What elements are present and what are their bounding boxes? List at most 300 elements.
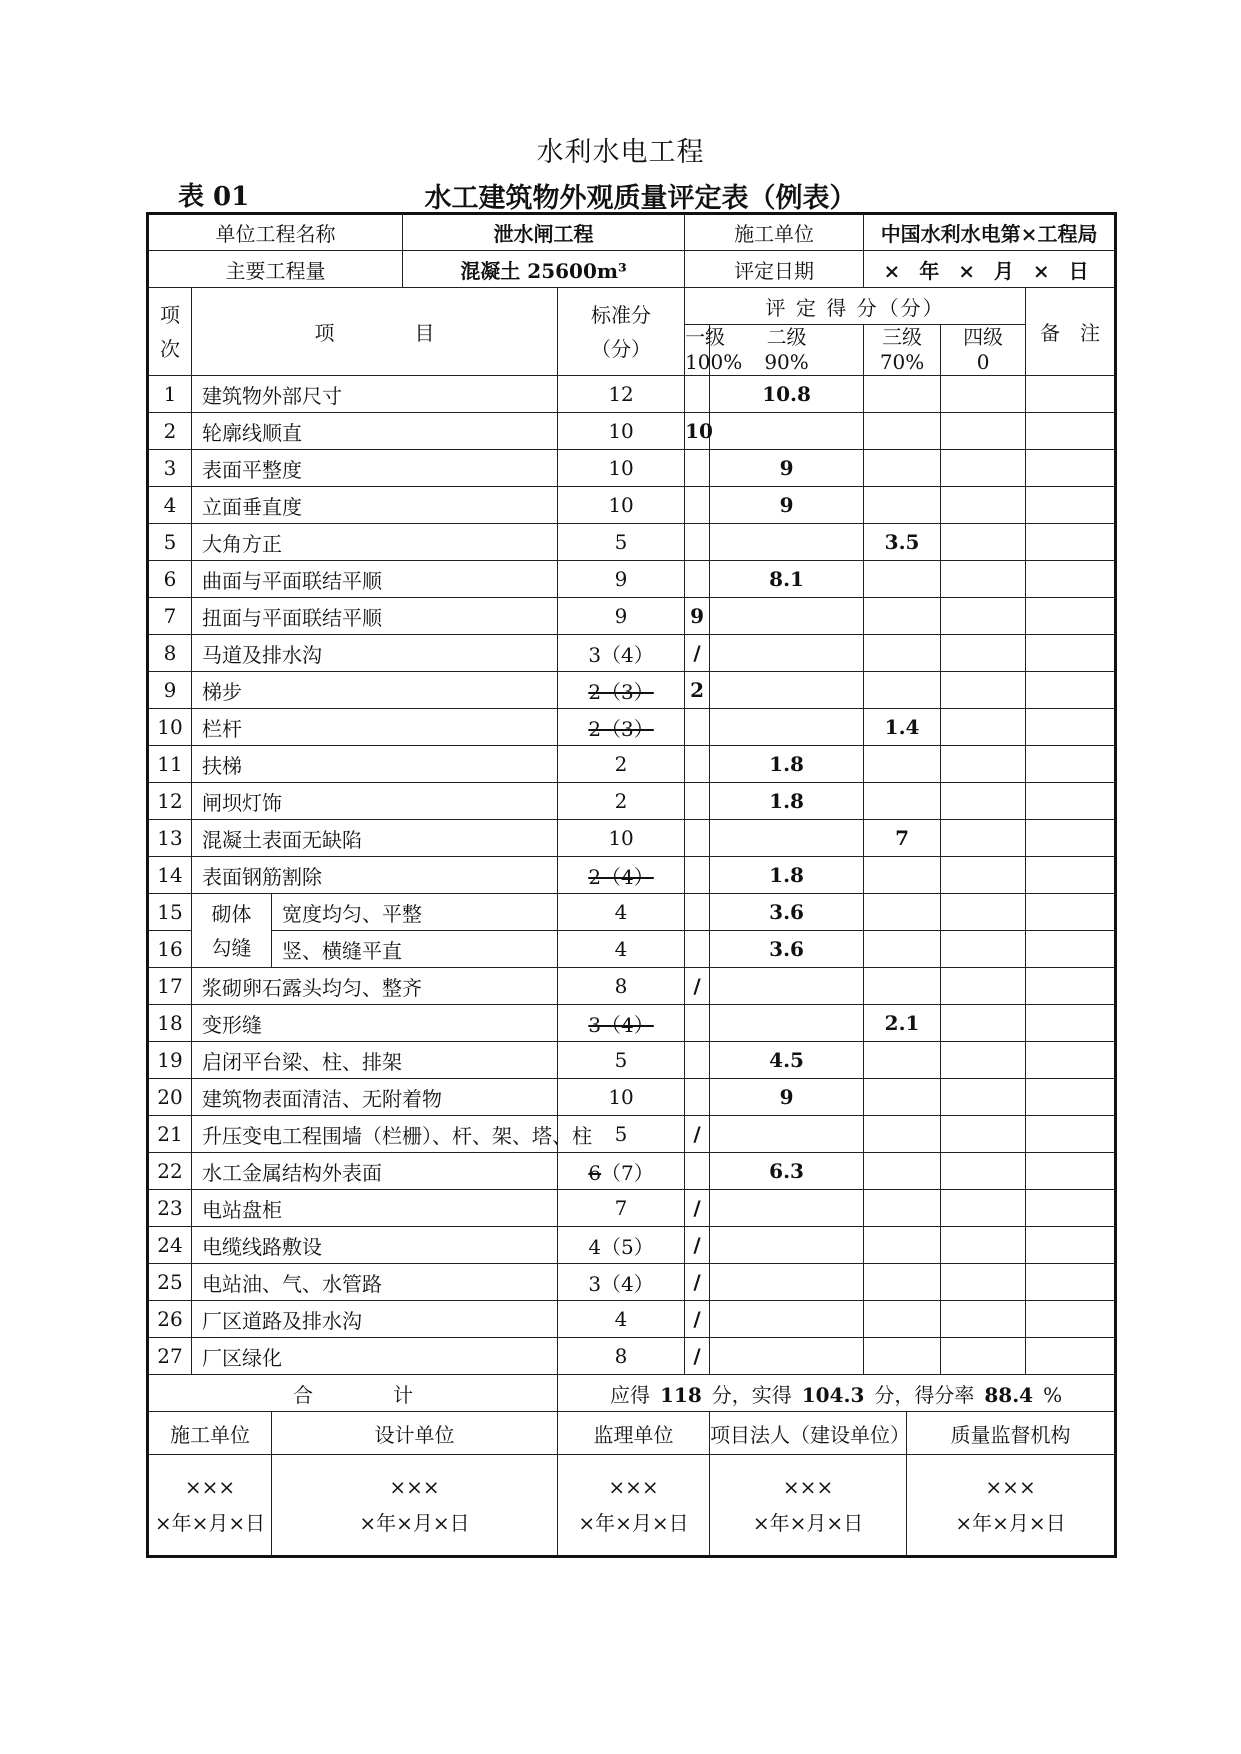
grade3-score bbox=[864, 672, 941, 709]
standard-score-value: 2 bbox=[588, 864, 602, 889]
col-no-header bbox=[148, 288, 192, 376]
row-number: 16 bbox=[148, 931, 192, 968]
table-row bbox=[148, 450, 1116, 487]
grade3-score bbox=[864, 1116, 941, 1153]
table-row bbox=[148, 598, 1116, 635]
row-number: 13 bbox=[148, 820, 192, 857]
grade1-score: / bbox=[685, 1338, 710, 1375]
row-number: 18 bbox=[148, 1005, 192, 1042]
grade-name: 四级 bbox=[963, 325, 1004, 349]
grade3-score bbox=[864, 376, 941, 413]
standard-score bbox=[558, 376, 685, 413]
standard-score-value: 2 bbox=[614, 752, 628, 776]
grade1-score: / bbox=[685, 1116, 710, 1153]
remark-cell bbox=[1026, 1116, 1116, 1153]
grade2-score: 6.3 bbox=[710, 1153, 864, 1190]
table-row bbox=[148, 1005, 1116, 1042]
grade-name: 三级 bbox=[882, 325, 923, 349]
standard-score-struck: （4） bbox=[601, 864, 654, 889]
row-item: 混凝土表面无缺陷 bbox=[192, 820, 558, 857]
col-no-line2: 次 bbox=[160, 336, 180, 361]
masonry-group-label bbox=[192, 894, 272, 968]
signatory-name: ××× bbox=[782, 1475, 834, 1499]
grade4-score bbox=[941, 376, 1026, 413]
signature-date: ×年×月×日 bbox=[578, 1511, 689, 1535]
standard-score bbox=[558, 598, 685, 635]
score-actual: 104.3 bbox=[801, 1382, 865, 1407]
grade4-score bbox=[941, 1042, 1026, 1079]
grade2-score: 9 bbox=[710, 1079, 864, 1116]
grade-name: 一级 bbox=[685, 325, 726, 349]
standard-score bbox=[558, 968, 685, 1005]
grade1-score bbox=[685, 931, 710, 968]
standard-score-value: 2 bbox=[588, 679, 602, 704]
masonry-group-line2: 勾缝 bbox=[211, 935, 252, 960]
grade1-score bbox=[685, 487, 710, 524]
row-item: 建筑物外部尺寸 bbox=[192, 376, 558, 413]
grade4-score bbox=[941, 1190, 1026, 1227]
grade1-score bbox=[685, 561, 710, 598]
grade3-score bbox=[864, 968, 941, 1005]
grade4-score bbox=[941, 672, 1026, 709]
standard-score bbox=[558, 1190, 685, 1227]
signature-unit: 设计单位 bbox=[272, 1412, 558, 1455]
grade1-score bbox=[685, 783, 710, 820]
standard-score-struck: （4） bbox=[601, 1012, 654, 1037]
grade1-score: / bbox=[685, 635, 710, 672]
standard-score bbox=[558, 1153, 685, 1190]
grade3-score: 1.4 bbox=[864, 709, 941, 746]
remark-cell bbox=[1026, 376, 1116, 413]
grade-percent: 70% bbox=[879, 350, 925, 374]
grade4-score bbox=[941, 1153, 1026, 1190]
row-number: 11 bbox=[148, 746, 192, 783]
row-number: 2 bbox=[148, 413, 192, 450]
row-number: 4 bbox=[148, 487, 192, 524]
remark-cell bbox=[1026, 931, 1116, 968]
signature-cell bbox=[148, 1455, 272, 1557]
standard-score bbox=[558, 635, 685, 672]
row-item: 电缆线路敷设 bbox=[192, 1227, 558, 1264]
standard-score bbox=[558, 1005, 685, 1042]
signature-header-row bbox=[148, 1412, 1116, 1455]
grade4-score bbox=[941, 1227, 1026, 1264]
standard-score-value: 4 bbox=[614, 1307, 628, 1331]
grade2-score: 4.5 bbox=[710, 1042, 864, 1079]
form-title: 水工建筑物外观质量评定表（例表） bbox=[424, 183, 857, 214]
table-row bbox=[148, 894, 1116, 931]
signature-date: ×年×月×日 bbox=[955, 1511, 1066, 1535]
date-label: 评定日期 bbox=[685, 251, 864, 288]
row-item: 扶梯 bbox=[192, 746, 558, 783]
col-standard-line1: 标准分 bbox=[591, 302, 652, 327]
grade1-score bbox=[685, 709, 710, 746]
remark-cell bbox=[1026, 1190, 1116, 1227]
row-item: 栏杆 bbox=[192, 709, 558, 746]
grade3-score bbox=[864, 1301, 941, 1338]
grade4-score bbox=[941, 635, 1026, 672]
summary-value bbox=[558, 1375, 1116, 1412]
grade2-score bbox=[710, 1190, 864, 1227]
remark-cell bbox=[1026, 561, 1116, 598]
remark-cell bbox=[1026, 1005, 1116, 1042]
grade2-score bbox=[710, 672, 864, 709]
grade3-score bbox=[864, 746, 941, 783]
grade2-score bbox=[710, 1227, 864, 1264]
remark-cell bbox=[1026, 598, 1116, 635]
row-number: 24 bbox=[148, 1227, 192, 1264]
grade2-score: 8.1 bbox=[710, 561, 864, 598]
grade3-score bbox=[864, 1264, 941, 1301]
grade4-score bbox=[941, 1301, 1026, 1338]
construction-unit-label: 施工单位 bbox=[685, 214, 864, 251]
row-number: 19 bbox=[148, 1042, 192, 1079]
signature-date: ×年×月×日 bbox=[154, 1511, 266, 1535]
grade1-score bbox=[685, 746, 710, 783]
standard-score bbox=[558, 709, 685, 746]
remark-cell bbox=[1026, 524, 1116, 561]
grade1-score bbox=[685, 1079, 710, 1116]
row-item: 轮廓线顺直 bbox=[192, 413, 558, 450]
table-row bbox=[148, 746, 1116, 783]
row-item: 大角方正 bbox=[192, 524, 558, 561]
grade1-score: / bbox=[685, 1264, 710, 1301]
grade4-score bbox=[941, 857, 1026, 894]
remark-cell bbox=[1026, 1227, 1116, 1264]
grade4-score bbox=[941, 894, 1026, 931]
unit-project-value: 泄水闸工程 bbox=[403, 214, 685, 251]
grade4-score bbox=[941, 1264, 1026, 1301]
standard-score bbox=[558, 1042, 685, 1079]
grade3-score: 2.1 bbox=[864, 1005, 941, 1042]
grade4-score bbox=[941, 450, 1026, 487]
grade3-score bbox=[864, 1227, 941, 1264]
standard-score-value: 3（4） bbox=[588, 642, 654, 667]
standard-score-struck: 6 bbox=[588, 1160, 602, 1185]
grade2-score bbox=[710, 1116, 864, 1153]
signatory-name: ××× bbox=[608, 1475, 659, 1499]
table-row bbox=[148, 561, 1116, 598]
document-heading: 水利水电工程 bbox=[536, 137, 705, 168]
standard-score bbox=[558, 413, 685, 450]
row-item: 电站油、气、水管路 bbox=[192, 1264, 558, 1301]
signatory-name: ××× bbox=[184, 1475, 236, 1499]
table-row bbox=[148, 1042, 1116, 1079]
score-group-header: 评 定 得 分（分） bbox=[685, 288, 1026, 325]
grade3-score bbox=[864, 1079, 941, 1116]
row-number: 25 bbox=[148, 1264, 192, 1301]
remark-cell bbox=[1026, 746, 1116, 783]
signature-unit: 施工单位 bbox=[148, 1412, 272, 1455]
row-item: 水工金属结构外表面 bbox=[192, 1153, 558, 1190]
standard-score-value: 10 bbox=[608, 456, 634, 480]
unit-project-label: 单位工程名称 bbox=[148, 214, 403, 251]
grade3-score bbox=[864, 450, 941, 487]
grade2-score bbox=[710, 524, 864, 561]
row-number: 8 bbox=[148, 635, 192, 672]
grade-percent: 100% bbox=[685, 350, 743, 374]
quantity-label: 主要工程量 bbox=[148, 251, 403, 288]
row-number: 5 bbox=[148, 524, 192, 561]
row-number: 22 bbox=[148, 1153, 192, 1190]
grade3-score bbox=[864, 635, 941, 672]
standard-score-value: 10 bbox=[608, 826, 634, 850]
standard-score: 4 bbox=[558, 931, 685, 968]
standard-score bbox=[558, 1301, 685, 1338]
remark-cell bbox=[1026, 1264, 1116, 1301]
row-item: 梯步 bbox=[192, 672, 558, 709]
grade1-score bbox=[685, 1005, 710, 1042]
grade1-score: / bbox=[685, 1190, 710, 1227]
row-item: 扭面与平面联结平顺 bbox=[192, 598, 558, 635]
grade1-score: 9 bbox=[685, 598, 710, 635]
grade1-score bbox=[685, 1153, 710, 1190]
grade1-score bbox=[685, 894, 710, 931]
signature-unit: 监理单位 bbox=[558, 1412, 710, 1455]
signature-date: ×年×月×日 bbox=[359, 1511, 470, 1535]
signature-body-row bbox=[148, 1455, 1116, 1557]
standard-score bbox=[558, 1264, 685, 1301]
grade4-score bbox=[941, 968, 1026, 1005]
remark-cell bbox=[1026, 1301, 1116, 1338]
row-number: 9 bbox=[148, 672, 192, 709]
remark-cell bbox=[1026, 1079, 1116, 1116]
grade2-score bbox=[710, 1301, 864, 1338]
summary-text: 分，实得 bbox=[711, 1382, 792, 1407]
summary-text: 分，得分率 bbox=[874, 1382, 975, 1407]
standard-score-value: 4（5） bbox=[588, 1234, 654, 1259]
quantity-value: 混凝土 25600m³ bbox=[403, 251, 685, 288]
info-row-2 bbox=[148, 251, 1116, 288]
standard-score bbox=[558, 857, 685, 894]
grade-header bbox=[864, 325, 941, 376]
grade4-score bbox=[941, 709, 1026, 746]
remark-cell bbox=[1026, 894, 1116, 931]
row-number: 26 bbox=[148, 1301, 192, 1338]
table-row bbox=[148, 857, 1116, 894]
table-row bbox=[148, 968, 1116, 1005]
standard-score bbox=[558, 487, 685, 524]
row-item: 厂区道路及排水沟 bbox=[192, 1301, 558, 1338]
grade2-score: 9 bbox=[710, 450, 864, 487]
row-number: 23 bbox=[148, 1190, 192, 1227]
row-item: 曲面与平面联结平顺 bbox=[192, 561, 558, 598]
table-row bbox=[148, 1264, 1116, 1301]
signatory-name: ××× bbox=[985, 1475, 1036, 1499]
grade2-score: 3.6 bbox=[710, 931, 864, 968]
standard-score-value: 5 bbox=[614, 530, 628, 554]
col-no-line1: 项 bbox=[160, 302, 180, 327]
table-row bbox=[148, 931, 1116, 968]
row-item: 启闭平台梁、柱、排架 bbox=[192, 1042, 558, 1079]
grade1-score bbox=[685, 524, 710, 561]
grade3-score bbox=[864, 1190, 941, 1227]
row-number: 14 bbox=[148, 857, 192, 894]
row-item: 厂区绿化 bbox=[192, 1338, 558, 1375]
grade2-score bbox=[710, 968, 864, 1005]
row-item: 马道及排水沟 bbox=[192, 635, 558, 672]
grade-name: 二级 bbox=[766, 325, 807, 349]
standard-score bbox=[558, 746, 685, 783]
row-number: 12 bbox=[148, 783, 192, 820]
standard-score-value: 10 bbox=[608, 493, 634, 517]
remark-cell bbox=[1026, 783, 1116, 820]
summary-text: 应得 bbox=[609, 1382, 650, 1407]
standard-score bbox=[558, 672, 685, 709]
grade3-score bbox=[864, 783, 941, 820]
standard-score: 4 bbox=[558, 894, 685, 931]
signature-cell bbox=[272, 1455, 558, 1557]
row-number: 15 bbox=[148, 894, 192, 931]
signature-cell bbox=[907, 1455, 1116, 1557]
grade3-score bbox=[864, 413, 941, 450]
table-row bbox=[148, 413, 1116, 450]
row-item: 立面垂直度 bbox=[192, 487, 558, 524]
grade1-score: / bbox=[685, 1301, 710, 1338]
standard-score-value: 5 bbox=[614, 1048, 628, 1072]
date-value: × 年 × 月 × 日 bbox=[864, 251, 1116, 288]
standard-score-struck: （3） bbox=[601, 716, 654, 741]
standard-score-value: 10 bbox=[608, 419, 634, 443]
grade2-score: 1.8 bbox=[710, 857, 864, 894]
col-standard-header bbox=[558, 288, 685, 376]
grade3-score: 3.5 bbox=[864, 524, 941, 561]
standard-score-value: 2 bbox=[588, 716, 602, 741]
standard-score bbox=[558, 1227, 685, 1264]
summary-text: % bbox=[1043, 1382, 1063, 1407]
table-row bbox=[148, 1301, 1116, 1338]
grade4-score bbox=[941, 820, 1026, 857]
grade1-score bbox=[685, 857, 710, 894]
grade2-score bbox=[710, 1005, 864, 1042]
row-item: 宽度均匀、平整 bbox=[272, 894, 558, 931]
grade4-score bbox=[941, 1116, 1026, 1153]
grade2-score: 1.8 bbox=[710, 746, 864, 783]
table-number: 表 01 bbox=[178, 182, 250, 212]
grade-header bbox=[941, 325, 1026, 376]
grade3-score bbox=[864, 1153, 941, 1190]
grade-percent: 90% bbox=[764, 350, 809, 374]
standard-score bbox=[558, 450, 685, 487]
standard-score-value: 2 bbox=[614, 789, 628, 813]
signature-unit: 项目法人（建设单位） bbox=[710, 1412, 907, 1455]
col-item-header: 项 目 bbox=[192, 288, 558, 376]
grade3-score bbox=[864, 894, 941, 931]
table-row bbox=[148, 1116, 1116, 1153]
row-item: 电站盘柜 bbox=[192, 1190, 558, 1227]
row-number: 3 bbox=[148, 450, 192, 487]
row-item: 表面钢筋割除 bbox=[192, 857, 558, 894]
remark-cell bbox=[1026, 709, 1116, 746]
grade2-score bbox=[710, 709, 864, 746]
grade4-score bbox=[941, 1005, 1026, 1042]
standard-score-value: 10 bbox=[608, 1085, 634, 1109]
table-row bbox=[148, 524, 1116, 561]
table-row bbox=[148, 709, 1116, 746]
grade4-score bbox=[941, 524, 1026, 561]
col-remark-header: 备 注 bbox=[1026, 288, 1116, 376]
standard-score-value: （7） bbox=[601, 1160, 654, 1185]
grade4-score bbox=[941, 746, 1026, 783]
standard-score bbox=[558, 820, 685, 857]
grade4-score bbox=[941, 931, 1026, 968]
grade3-score: 7 bbox=[864, 820, 941, 857]
grade2-score: 3.6 bbox=[710, 894, 864, 931]
grade2-score: 9 bbox=[710, 487, 864, 524]
summary-label: 合 计 bbox=[148, 1375, 558, 1412]
standard-score bbox=[558, 561, 685, 598]
row-item: 建筑物表面清洁、无附着物 bbox=[192, 1079, 558, 1116]
grade4-score bbox=[941, 487, 1026, 524]
grade3-score bbox=[864, 487, 941, 524]
table-row bbox=[148, 635, 1116, 672]
standard-score-struck: （3） bbox=[601, 679, 654, 704]
remark-cell bbox=[1026, 635, 1116, 672]
grade2-score: 10.8 bbox=[710, 376, 864, 413]
grade-percent: 0 bbox=[976, 350, 990, 374]
row-number: 17 bbox=[148, 968, 192, 1005]
grade1-score: / bbox=[685, 968, 710, 1005]
grade2-score bbox=[710, 413, 864, 450]
standard-score bbox=[558, 1079, 685, 1116]
grade1-score bbox=[685, 1042, 710, 1079]
grade2-score: 1.8 bbox=[710, 783, 864, 820]
standard-score-value: 5 bbox=[614, 1122, 628, 1146]
table-row bbox=[148, 1338, 1116, 1375]
remark-cell bbox=[1026, 450, 1116, 487]
grade2-score bbox=[710, 820, 864, 857]
signature-unit: 质量监督机构 bbox=[907, 1412, 1116, 1455]
grade4-score bbox=[941, 598, 1026, 635]
row-item: 升压变电工程围墙（栏栅）、杆、架、塔、柱 bbox=[192, 1116, 558, 1153]
masonry-group-line1: 砌体 bbox=[211, 901, 252, 926]
remark-cell bbox=[1026, 672, 1116, 709]
standard-score-value: 8 bbox=[614, 974, 628, 998]
table-row bbox=[148, 376, 1116, 413]
grade3-score bbox=[864, 561, 941, 598]
row-item: 变形缝 bbox=[192, 1005, 558, 1042]
row-number: 1 bbox=[148, 376, 192, 413]
grade1-score: 10 bbox=[685, 413, 710, 450]
standard-score-value: 7 bbox=[614, 1196, 628, 1220]
grade3-score bbox=[864, 931, 941, 968]
row-item: 浆砌卵石露头均匀、整齐 bbox=[192, 968, 558, 1005]
row-number: 21 bbox=[148, 1116, 192, 1153]
standard-score-value: 12 bbox=[608, 382, 634, 406]
table-row bbox=[148, 783, 1116, 820]
grade2-score bbox=[710, 635, 864, 672]
standard-score-value: 3 bbox=[588, 1012, 602, 1037]
grade1-score bbox=[685, 450, 710, 487]
row-number: 10 bbox=[148, 709, 192, 746]
remark-cell bbox=[1026, 1338, 1116, 1375]
table-row bbox=[148, 672, 1116, 709]
grade4-score bbox=[941, 561, 1026, 598]
table-row bbox=[148, 820, 1116, 857]
remark-cell bbox=[1026, 487, 1116, 524]
table-row bbox=[148, 487, 1116, 524]
row-number: 6 bbox=[148, 561, 192, 598]
grade4-score bbox=[941, 1338, 1026, 1375]
grade1-score: 2 bbox=[685, 672, 710, 709]
standard-score-value: 9 bbox=[614, 567, 628, 591]
row-item: 表面平整度 bbox=[192, 450, 558, 487]
table-row bbox=[148, 1153, 1116, 1190]
grade4-score bbox=[941, 413, 1026, 450]
table-row bbox=[148, 1079, 1116, 1116]
info-row-1 bbox=[148, 214, 1116, 251]
row-number: 20 bbox=[148, 1079, 192, 1116]
